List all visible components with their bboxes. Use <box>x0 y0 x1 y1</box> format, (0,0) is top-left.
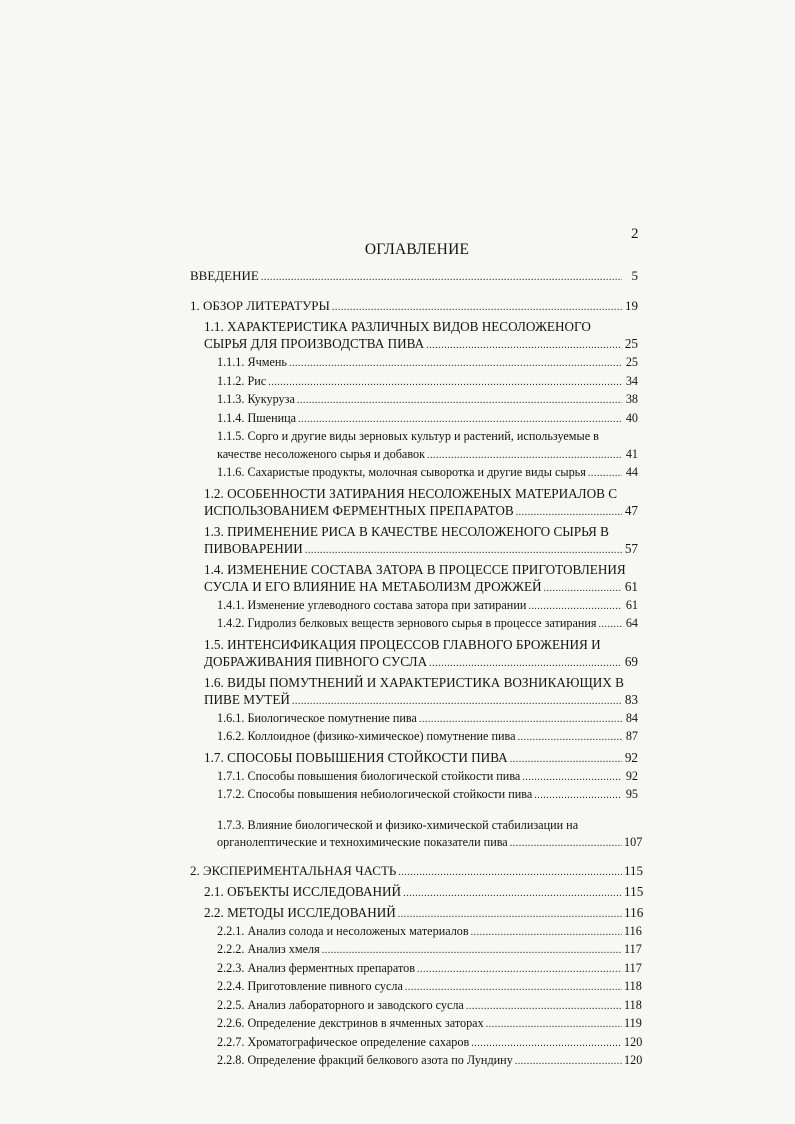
toc-entry-title: 2.2.8. Определение фракций белкового азота по Лундину <box>217 1053 513 1067</box>
toc-entry-page: 118 <box>624 979 642 993</box>
toc-entry-title: 2.2.5. Анализ лабораторного и заводского сусла <box>217 997 464 1012</box>
toc-entry-title: 2.2.4. Приготовление пивного сусла <box>217 979 403 993</box>
toc-entry-title: 1.1.4. Пшеница <box>217 410 297 425</box>
toc-entry-page: 117 <box>624 942 642 956</box>
toc-entry <box>190 904 644 923</box>
toc-entry <box>190 817 643 853</box>
toc-entry-title: ПИВЕ МУТЕЙ <box>204 691 290 707</box>
dot-leader <box>305 542 622 559</box>
dot-leader <box>427 447 622 465</box>
toc-entry <box>190 561 638 597</box>
dot-leader <box>518 729 622 747</box>
toc-entry <box>190 941 642 960</box>
toc-entry <box>190 1034 643 1053</box>
toc-entry <box>190 728 638 747</box>
toc-entry-title-line: 1.3. ПРИМЕНЕНИЕ РИСА В КАЧЕСТВЕ НЕСОЛОЖЕНОГО СЫРЬЯ В <box>204 523 609 539</box>
toc-entry-title: 2.2. МЕТОДЫ ИССЛЕДОВАНИЙ <box>204 904 396 920</box>
dot-leader <box>522 769 622 787</box>
dot-leader <box>429 655 622 672</box>
toc-entry-title: 1. ОБЗОР ЛИТЕРАТУРЫ <box>190 298 330 313</box>
toc-entry-page: 25 <box>625 355 638 369</box>
toc-entry-page: 34 <box>625 373 638 388</box>
dot-leader <box>471 1035 622 1053</box>
dot-leader <box>405 979 622 997</box>
toc-entry-page: 120 <box>624 1034 643 1049</box>
toc-entry <box>190 786 638 805</box>
toc-entry-title-line: 1.5. ИНТЕНСИФИКАЦИЯ ПРОЦЕССОВ ГЛАВНОГО БРОЖЕНИЯ И <box>204 636 601 652</box>
toc-entry-page: 57 <box>624 540 638 556</box>
toc-entry-title: 1.7.2. Способы повышения небиологической стойкости пива <box>217 787 533 801</box>
toc-entry-page: 19 <box>625 298 638 313</box>
toc-entry-title-line: 1.6. ВИДЫ ПОМУТНЕНИЙ И ХАРАКТЕРИСТИКА ВОЗНИКАЮЩИХ В <box>204 674 624 690</box>
toc-entry-page: 115 <box>624 883 644 899</box>
dot-leader <box>471 924 622 942</box>
toc-entry <box>190 318 638 354</box>
toc-entry <box>190 428 638 464</box>
toc-entry-title: ДОБРАЖИВАНИЯ ПИВНОГО СУСЛА <box>204 653 428 669</box>
toc-entry-page: 92 <box>624 749 638 765</box>
dot-leader <box>403 885 622 902</box>
toc-entry <box>190 523 638 559</box>
toc-entry-title: 2.2.3. Анализ ферментных препаратов <box>217 960 415 975</box>
dot-leader <box>599 616 622 634</box>
dot-leader <box>510 751 622 768</box>
toc-entry-page: 41 <box>625 446 638 461</box>
toc-entry-title: 1.6.2. Коллоидное (физико-химическое) помутнение пива <box>217 729 516 743</box>
toc-entry <box>190 749 638 768</box>
toc-entry-title: 1.1.1. Ячмень <box>217 355 287 369</box>
toc-entry-page: 95 <box>625 787 638 801</box>
toc-entry-title: 1.7. СПОСОБЫ ПОВЫШЕНИЯ СТОЙКОСТИ ПИВА <box>204 749 508 765</box>
dot-leader <box>588 465 622 483</box>
toc-entry <box>190 674 638 710</box>
toc-entry-page: 25 <box>624 336 638 351</box>
toc-entry-title: ВВЕДЕНИЕ <box>190 268 259 283</box>
toc-entry <box>190 373 638 392</box>
toc-title: ОГЛАВЛЕНИЕ <box>364 241 470 258</box>
toc-entry-page: 40 <box>625 410 638 425</box>
toc-entry-page: 61 <box>624 578 638 594</box>
toc-entry-page: 92 <box>625 768 638 783</box>
toc-entry-page: 38 <box>625 392 638 406</box>
toc-entry-title: ИСПОЛЬЗОВАНИЕМ ФЕРМЕНТНЫХ ПРЕПАРАТОВ <box>204 502 514 518</box>
dot-leader <box>426 337 622 354</box>
toc-entry-title: СЫРЬЯ ДЛЯ ПРОИЗВОДСТВА ПИВА <box>204 336 425 351</box>
dot-leader <box>398 865 622 881</box>
toc-entry <box>190 354 638 373</box>
toc-entry <box>190 997 642 1016</box>
toc-entry-title: 2.2.7. Хроматографическое определение сахаров <box>217 1034 470 1049</box>
toc-entry-title: СУСЛА И ЕГО ВЛИЯНИЕ НА МЕТАБОЛИЗМ ДРОЖЖЕЙ <box>204 578 542 594</box>
toc-entry-page: 84 <box>625 710 638 725</box>
toc-entry-page: 119 <box>624 1016 642 1030</box>
dot-leader <box>417 961 622 979</box>
toc-entry-title: 1.4.1. Изменение углеводного состава затора при затирании <box>217 597 527 612</box>
toc-entry-page: 116 <box>624 904 644 920</box>
dot-leader <box>516 504 622 521</box>
toc-entry-title: 1.1.6. Сахаристые продукты, молочная сыворотка и другие виды сырья <box>217 465 586 479</box>
toc-entry <box>190 464 638 483</box>
toc-entry <box>190 960 642 979</box>
dot-leader <box>297 392 622 410</box>
toc-entry-title: 2.2.1. Анализ солода и несоложеных материалов <box>217 923 469 938</box>
dot-leader <box>544 580 622 597</box>
toc-entry-title: органолептические и технохимические показатели пива <box>217 835 508 849</box>
dot-leader <box>534 787 622 805</box>
dot-leader <box>398 906 622 923</box>
dot-leader <box>510 835 622 853</box>
toc-entry-page: 116 <box>624 923 642 938</box>
toc-entry-title: 2.2.6. Определение декстринов в ячменных заторах <box>217 1016 484 1030</box>
toc-entry <box>190 978 642 997</box>
dot-leader <box>486 1016 622 1034</box>
toc-entry-title: ПИВОВАРЕНИИ <box>204 540 303 556</box>
toc-entry-title: 1.1.2. Рис <box>217 373 267 388</box>
toc-entry <box>190 636 638 672</box>
toc-entry-page: 44 <box>625 465 638 479</box>
toc-entry-page: 118 <box>624 997 642 1012</box>
toc-entry-title: 1.1.3. Кукуруза <box>217 392 295 406</box>
toc-entry-title-line: 1.4. ИЗМЕНЕНИЕ СОСТАВА ЗАТОРА В ПРОЦЕССЕ ПРИГОТОВЛЕНИЯ <box>204 561 626 577</box>
toc-entry <box>190 1015 642 1034</box>
toc-entry <box>190 485 638 521</box>
toc-entry-page: 107 <box>624 835 643 849</box>
toc-entry-title-line: 1.1.5. Сорго и другие виды зерновых культур и растений, используемые в <box>217 429 599 443</box>
toc-entry <box>190 710 638 729</box>
toc-entry-page: 5 <box>631 268 638 283</box>
toc-entry <box>190 298 638 316</box>
toc-entry-page: 117 <box>624 960 642 975</box>
toc-entry-page: 61 <box>625 597 638 612</box>
dot-leader <box>332 300 622 316</box>
dot-leader <box>515 1053 622 1071</box>
toc-entry-title: 1.7.1. Способы повышения биологической стойкости пива <box>217 768 521 783</box>
dot-leader <box>292 693 622 710</box>
toc-entry-page: 69 <box>624 653 638 669</box>
toc-entry <box>190 391 638 410</box>
toc-entry <box>190 410 638 429</box>
toc-entry-page: 64 <box>625 616 638 630</box>
toc-entry-page: 47 <box>624 502 638 518</box>
toc-entry-page: 120 <box>624 1053 643 1067</box>
toc-entry-title: 2.1. ОБЪЕКТЫ ИССЛЕДОВАНИЙ <box>204 883 402 899</box>
dot-leader <box>289 355 622 373</box>
toc-entry-title-line: 1.2. ОСОБЕННОСТИ ЗАТИРАНИЯ НЕСОЛОЖЕНЫХ МАТЕРИАЛОВ С <box>204 485 618 501</box>
dot-leader <box>466 998 622 1016</box>
toc-entry-title: 2.2.2. Анализ хмеля <box>217 942 320 956</box>
toc-entry <box>190 268 638 286</box>
toc-entry-title: качестве несоложеного сырья и добавок <box>217 446 426 461</box>
toc-entry-title: 1.4.2. Гидролиз белковых веществ зернового сырья в процессе затирания <box>217 616 597 630</box>
toc-entry <box>190 1052 643 1071</box>
toc-entry-page: 115 <box>624 862 644 878</box>
toc-entry-page: 83 <box>624 691 638 707</box>
page-number: 2 <box>631 226 639 242</box>
toc-entry-title-line: 1.1. ХАРАКТЕРИСТИКА РАЗЛИЧНЫХ ВИДОВ НЕСОЛОЖЕНОГО <box>204 319 591 334</box>
dot-leader <box>419 711 622 729</box>
dot-leader <box>298 411 622 429</box>
toc-entry-title: 2. ЭКСПЕРИМЕНТАЛЬНАЯ ЧАСТЬ <box>190 862 397 878</box>
toc-entry <box>190 768 638 787</box>
toc-entry <box>190 923 642 942</box>
toc-entry <box>190 597 638 616</box>
toc-entry <box>190 883 644 902</box>
toc-entry-page: 87 <box>625 729 638 743</box>
dot-leader <box>261 270 622 286</box>
toc-entry <box>190 862 644 881</box>
table-of-contents <box>190 268 644 1071</box>
toc-entry-title: 1.6.1. Биологическое помутнение пива <box>217 710 417 725</box>
dot-leader <box>322 942 622 960</box>
dot-leader <box>268 374 622 392</box>
dot-leader <box>528 598 622 616</box>
toc-entry <box>190 615 638 634</box>
toc-entry-title-line: 1.7.3. Влияние биологической и физико-химической стабилизации на <box>217 817 579 832</box>
